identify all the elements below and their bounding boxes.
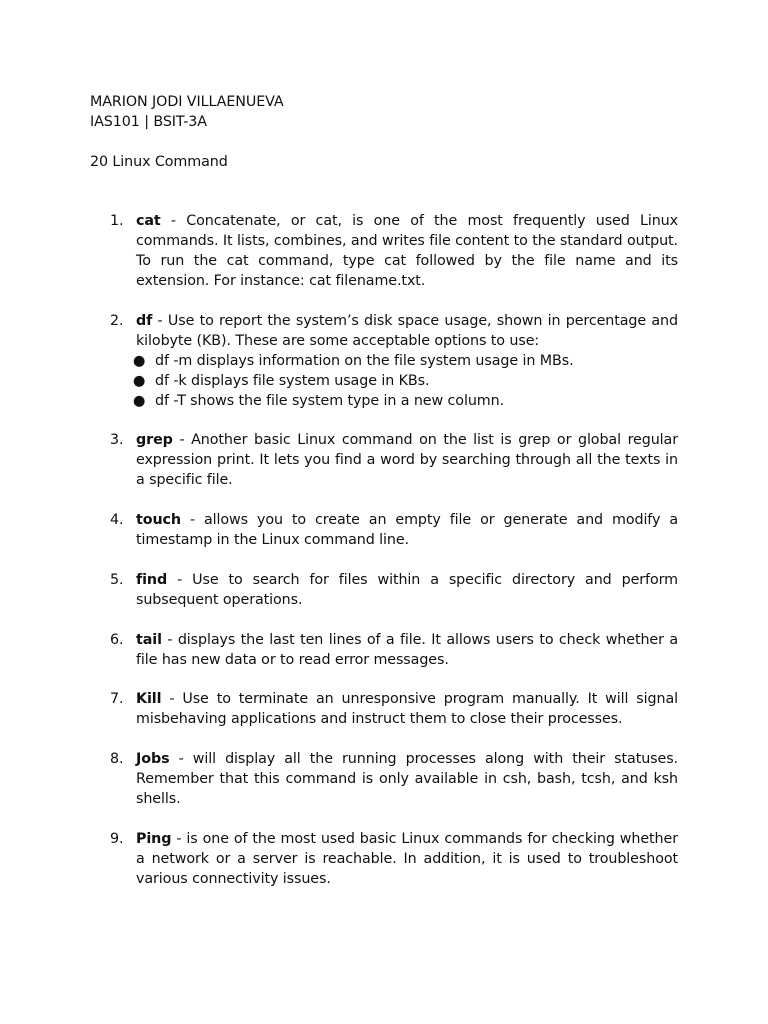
item-number: 7.	[110, 691, 124, 707]
option-text: df -T shows the file system type in a new column.	[155, 393, 505, 409]
item-number: 9.	[110, 831, 124, 847]
option-item	[110, 371, 678, 391]
command-description: - Concatenate, or cat, is one of the most frequently used Linux commands. It lists, combines, and writes file content to the standard output. To run the cat command, type cat followed by the file name and its extension. For instance: cat filename.txt.	[136, 213, 678, 289]
bullet-icon: ●	[133, 353, 146, 369]
item-text	[136, 829, 678, 889]
command-description: - Use to report the system’s disk space usage, shown in percentage and kilobyte (KB). These are some acceptable options to use:	[136, 313, 678, 349]
command-description: - Use to terminate an unresponsive program manually. It will signal misbehaving applications and instruct them to close their processes.	[136, 691, 678, 727]
list-item-kill	[110, 689, 678, 729]
item-number: 6.	[110, 632, 124, 648]
item-text	[136, 510, 678, 550]
command-description: - allows you to create an empty file or generate and modify a timestamp in the Linux command line.	[136, 512, 678, 548]
command-term: Jobs	[136, 751, 170, 767]
command-term: grep	[136, 432, 173, 448]
item-number: 4.	[110, 512, 124, 528]
item-number: 3.	[110, 432, 124, 448]
option-item	[110, 351, 678, 371]
command-description: - Use to search for files within a specific directory and perform subsequent operations.	[136, 572, 678, 608]
option-item	[110, 391, 678, 411]
command-term: find	[136, 572, 168, 588]
command-description: - displays the last ten lines of a file. It allows users to check whether a file has new data or to read error messages.	[136, 632, 678, 668]
bullet-icon: ●	[133, 373, 146, 389]
item-text	[136, 630, 678, 670]
list-item-grep	[110, 430, 678, 490]
author-name: MARION JODI VILLAENUEVA	[90, 94, 284, 110]
command-term: df	[136, 313, 153, 329]
command-description: - will display all the running processes along with their statuses. Remember that this command is only available in csh, bash, tcsh, and ksh shells.	[136, 751, 678, 807]
document-title: 20 Linux Command	[90, 154, 228, 170]
item-text	[136, 311, 678, 351]
list-item-df	[110, 311, 678, 411]
command-term: Kill	[136, 691, 162, 707]
list-item-cat	[110, 211, 678, 291]
item-text	[136, 570, 678, 610]
course-section: IAS101 | BSIT-3A	[90, 114, 207, 130]
list-item-touch	[110, 510, 678, 550]
item-text	[136, 749, 678, 809]
option-text: df -m displays information on the file system usage in MBs.	[155, 353, 574, 369]
item-number: 2.	[110, 313, 124, 329]
command-term: Ping	[136, 831, 172, 847]
command-term: touch	[136, 512, 181, 528]
item-number: 5.	[110, 572, 124, 588]
option-list	[110, 351, 678, 411]
list-item-tail	[110, 630, 678, 670]
list-item-ping	[110, 829, 678, 889]
item-text	[136, 689, 678, 729]
item-text	[136, 430, 678, 490]
list-item-find	[110, 570, 678, 610]
item-number: 8.	[110, 751, 124, 767]
item-text	[136, 211, 678, 291]
item-number: 1.	[110, 213, 124, 229]
command-description: - Another basic Linux command on the list is grep or global regular expression print. It lets you find a word by searching through all the texts in a specific file.	[136, 432, 678, 488]
bullet-icon: ●	[133, 393, 146, 409]
command-term: tail	[136, 632, 162, 648]
option-text: df -k displays file system usage in KBs.	[155, 373, 430, 389]
command-description: - is one of the most used basic Linux commands for checking whether a network or a server is reachable. In addition, it is used to troubleshoot various connectivity issues.	[136, 831, 678, 887]
command-term: cat	[136, 213, 161, 229]
list-item-jobs	[110, 749, 678, 809]
